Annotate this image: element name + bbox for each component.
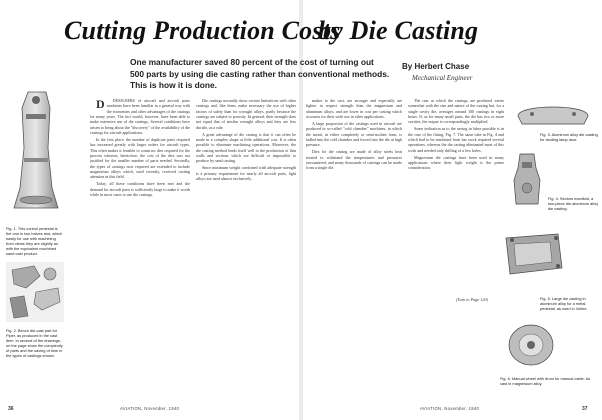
figure-5-caption: Fig. 5. Large die casting in aluminum alloy for a metal pedestal, as used in Vultee.	[540, 296, 588, 311]
figure-1-pedestal	[6, 88, 66, 220]
figure-5-large-casting	[500, 228, 566, 280]
col2-para-3: Since minimum weight combined with adequate strength is a primary requirement for nearly all aircraft parts, light alloys are used almost exclusively.	[196, 165, 296, 181]
figure-3-caption: Fig. 3. Aluminum alloy die casting for landing lamp door.	[540, 132, 598, 142]
figure-4-caption: Fig. 4. Sectors manifold, a two-piece die-aluminum alloy die casting.	[548, 196, 599, 211]
page-number-right: 37	[582, 406, 588, 412]
article-column-2	[196, 98, 296, 398]
page-number-left: 36	[8, 406, 14, 412]
continued-notice: (Turn to Page 120)	[456, 297, 488, 302]
col3-para-3: Dies for die casting are made of alloy steels heat treated to withstand the temperatures and pressures encountered, and many thousands of castings can be made from a single die.	[306, 149, 402, 171]
col1-para-2: In the first place, the number of duplicate parts required has increased greatly with larger orders for aircraft types. This often makes it feasible to construct dies required for the process whereas, heretofore, the cost of the dies was not justified for the smaller number of parts needed. Secondly, the types of castings now required are extended to include magnesium alloys which, until recently, received casting attention in this field.	[90, 137, 190, 180]
article-column-1	[90, 98, 190, 398]
col3-para-1: makes to die cast, are stronger and especially are lighter in respect strength than the magnesium and aluminum alloys, and are lower in cost per casting which accounts for their wide use in other applications.	[306, 98, 402, 120]
figure-1-caption: Fig. 1. This control pedestal is the one in two halves and, which easily for use with machining from views they are slightly as with the equivalent machined sand cast product.	[6, 226, 63, 256]
figure-6-caption: Fig. 6. Manual wheel with drum for manual cable. As cast in magnesium alloy.	[500, 376, 591, 386]
figure-4-manifold	[510, 150, 544, 210]
col2-para-1: Die castings normally show certain limitations with other castings and, like them, make necessary the use of higher factors of safety than for wrought alloys, partly because the castings are subject to porosity. In general, their strength does not equal that of similar wrought alloys and they are less ductile, as a rule.	[196, 98, 296, 130]
headline-right: by Die Casting	[318, 16, 479, 45]
col1-para-3: Today, all these conditions have been met and the demand for aircraft parts is sufficiently large to make it worth while in most cases to use die castings.	[90, 181, 190, 198]
figure-6-wheel-drum	[506, 322, 556, 368]
intro-deck: One manufacturer saved 80 percent of the cost of turning out 500 parts by using die casting rather than conventional methods. This is how it is done.	[130, 57, 390, 90]
col3-para-2: A large proportion of die castings used in aircraft are produced in so-called "cold chamber" machines, in which the metal, in either completely or semi-molten form, is ladled into the cold chamber and forced into the die at high pressure.	[306, 120, 402, 148]
figure-2-castings	[6, 262, 64, 322]
col4-para-3: Magnesium die castings have been used in many applications where their light weight is the prime consideration.	[408, 154, 504, 171]
footer-right: AVIATION, November, 1940	[420, 406, 480, 411]
figure-2-caption: Fig. 2. Bench die-cast part for Piper, as produced in the cast item. In several of the drawings, on the page show the complexity of parts and the saving of time in the types of castings shown.	[6, 328, 63, 358]
author-role: Mechanical Engineer	[412, 74, 473, 82]
figure-3-lamp-door	[514, 96, 592, 130]
col4-para-2: Some indication as to the saving in labor possible is in the case of the fitting, Fig. 7. The same tube in Fig. 4 and which had to be machined from bar stock required several operations, whereas the die casting eliminated most of this work and needed only drilling of a few holes.	[408, 126, 504, 153]
author-byline: By Herbert Chase	[402, 62, 470, 71]
col2-para-2: A great advantage of die casting is that it can often be made in a complex shape at little additional cost. It is often possible to eliminate machining operations. Moreover, the die casting method lends itself well to the production of thin walls and sections which are difficult or impossible to produce by sand casting.	[196, 131, 296, 164]
col1-para-1: D DESIGNERS of aircraft and aircraft parts machines have been familiar in a general way with the economies and other advantages of die castings for many years. The fact would, however, have been able to make extensive use of die castings. Several conditions have arisen to bring about the "discovery" of the availability of die castings for aircraft applications.	[90, 98, 190, 136]
drop-cap: D	[96, 98, 105, 111]
article-column-3	[306, 98, 402, 398]
col4-para-1: The rear at which the castings are produced varies somewhat with the size and nature of the casting but, for a single cavity die, averages around 100 castings in eight hours. If, as for many small parts, the die has two or more cavities, the output is correspondingly multiplied.	[408, 98, 504, 125]
headline-left: Cutting Production Costs	[64, 16, 341, 45]
article-column-4	[408, 98, 504, 294]
footer-left: AVIATION, November, 1940	[120, 406, 180, 411]
